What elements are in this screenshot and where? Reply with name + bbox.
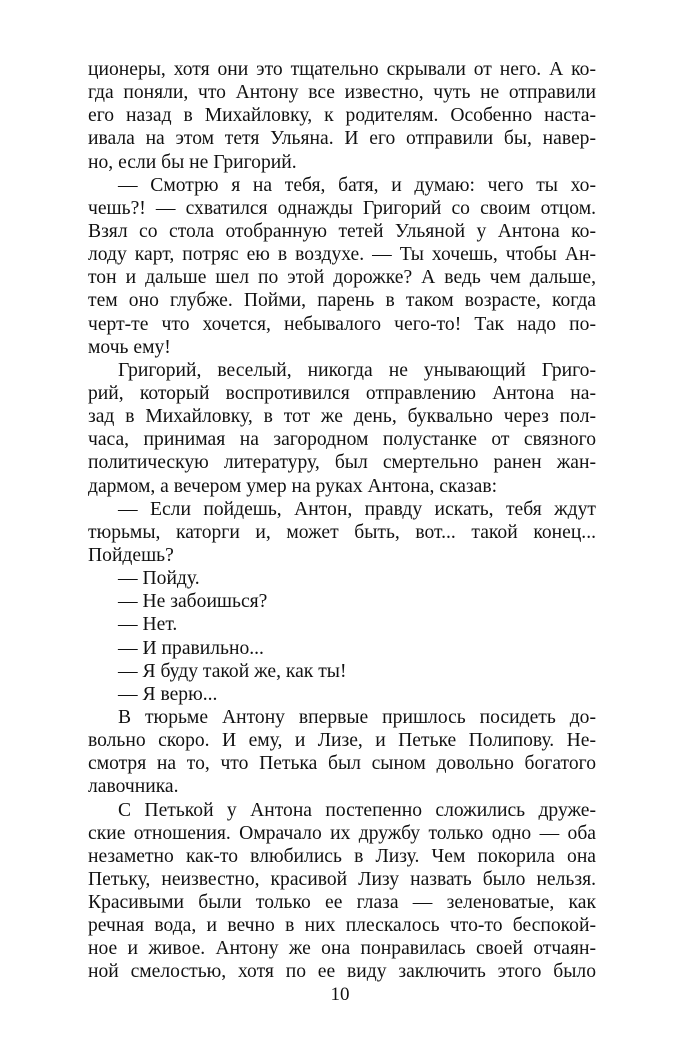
text-line: тем оно глубже. Пойми, парень в таком возрасте, когда bbox=[88, 290, 596, 312]
text-line: часа, принимая на загородном полустанке от связного bbox=[88, 429, 596, 451]
text-line: рий, который воспротивился отправлению Антона на- bbox=[88, 382, 596, 404]
text-line: зад в Михайловку, в тот же день, буквально через пол- bbox=[88, 406, 596, 428]
text-line: незаметно как-то влюбились в Лизу. Чем покорила она bbox=[88, 845, 596, 867]
text-line: ное и живое. Антону же она понравилась своей отчаян- bbox=[88, 938, 596, 960]
text-line: Взял со стола отобранную тетей Ульяной у Антона ко- bbox=[88, 220, 596, 242]
text-line: Петьку, неизвестно, красивой Лизу назвать было нельзя. bbox=[88, 868, 596, 890]
text-line: Пойдешь? bbox=[88, 544, 174, 566]
text-line: В тюрьме Антону впервые пришлось посидеть до- bbox=[118, 706, 596, 728]
text-line: — Пойду. bbox=[118, 568, 200, 590]
text-line: ционеры, хотя они это тщательно скрывали от него. А ко- bbox=[88, 59, 596, 80]
text-line: тон и дальше шел по этой дорожке? А ведь чем дальше, bbox=[88, 267, 596, 289]
text-line: Григорий, веселый, никогда не унывающий Григо- bbox=[118, 359, 596, 381]
text-line: смотря на то, что Петька был сыном довольно богатого bbox=[88, 753, 596, 775]
text-line: С Петькой у Антона постепенно сложились друже- bbox=[118, 799, 596, 821]
text-line: дармом, а вечером умер на руках Антона, сказав: bbox=[88, 475, 498, 497]
text-line: черт-те что хочется, небывалого чего-то! Так надо по- bbox=[88, 313, 596, 335]
text-line: политическую литературу, был смертельно ранен жан- bbox=[88, 452, 596, 474]
text-line: мочь ему! bbox=[88, 336, 171, 358]
text-line: лоду карт, потряс ею в воздухе. — Ты хочешь, чтобы Ан- bbox=[88, 244, 596, 266]
text-line: гда поняли, что Антону все известно, чуть не отправили bbox=[88, 82, 596, 104]
text-line: тюрьмы, каторги и, может быть, вот... такой конец... bbox=[88, 521, 596, 543]
text-line: — Смотрю я на тебя, батя, и думаю: чего ты хо- bbox=[118, 174, 596, 196]
text-line: — Я буду такой же, как ты! bbox=[118, 660, 347, 682]
text-line: — И правильно... bbox=[118, 637, 264, 659]
text-line: ские отношения. Омрачало их дружбу только одно — оба bbox=[88, 822, 596, 844]
text-line: — Я верю... bbox=[118, 683, 218, 705]
text-line: ной смелостью, хотя по ее виду заключить этого было bbox=[88, 961, 596, 983]
text-line: — Нет. bbox=[118, 614, 178, 636]
text-line: — Не забоишься? bbox=[118, 591, 268, 613]
text-line: ивала на этом тетя Ульяна. И его отправили бы, навер- bbox=[88, 128, 596, 150]
text-line: но, если бы не Григорий. bbox=[88, 151, 297, 173]
text-line: — Если пойдешь, Антон, правду искать, тебя ждут bbox=[118, 498, 596, 520]
text-line: его назад в Михайловку, к родителям. Особенно наста- bbox=[88, 105, 596, 127]
text-line: вольно скоро. И ему, и Лизе, и Петьке Полипову. Не- bbox=[88, 730, 596, 752]
body-text bbox=[88, 58, 596, 984]
text-line: лавочника. bbox=[88, 776, 179, 798]
text-line: чешь?! — схватился однажды Григорий со своим отцом. bbox=[88, 197, 596, 219]
text-line: Красивыми были только ее глаза — зеленоватые, как bbox=[88, 892, 596, 914]
page-number: 10 bbox=[330, 984, 350, 1005]
text-line: речная вода, и вечно в них плескалось что-то беспокой- bbox=[88, 915, 596, 937]
